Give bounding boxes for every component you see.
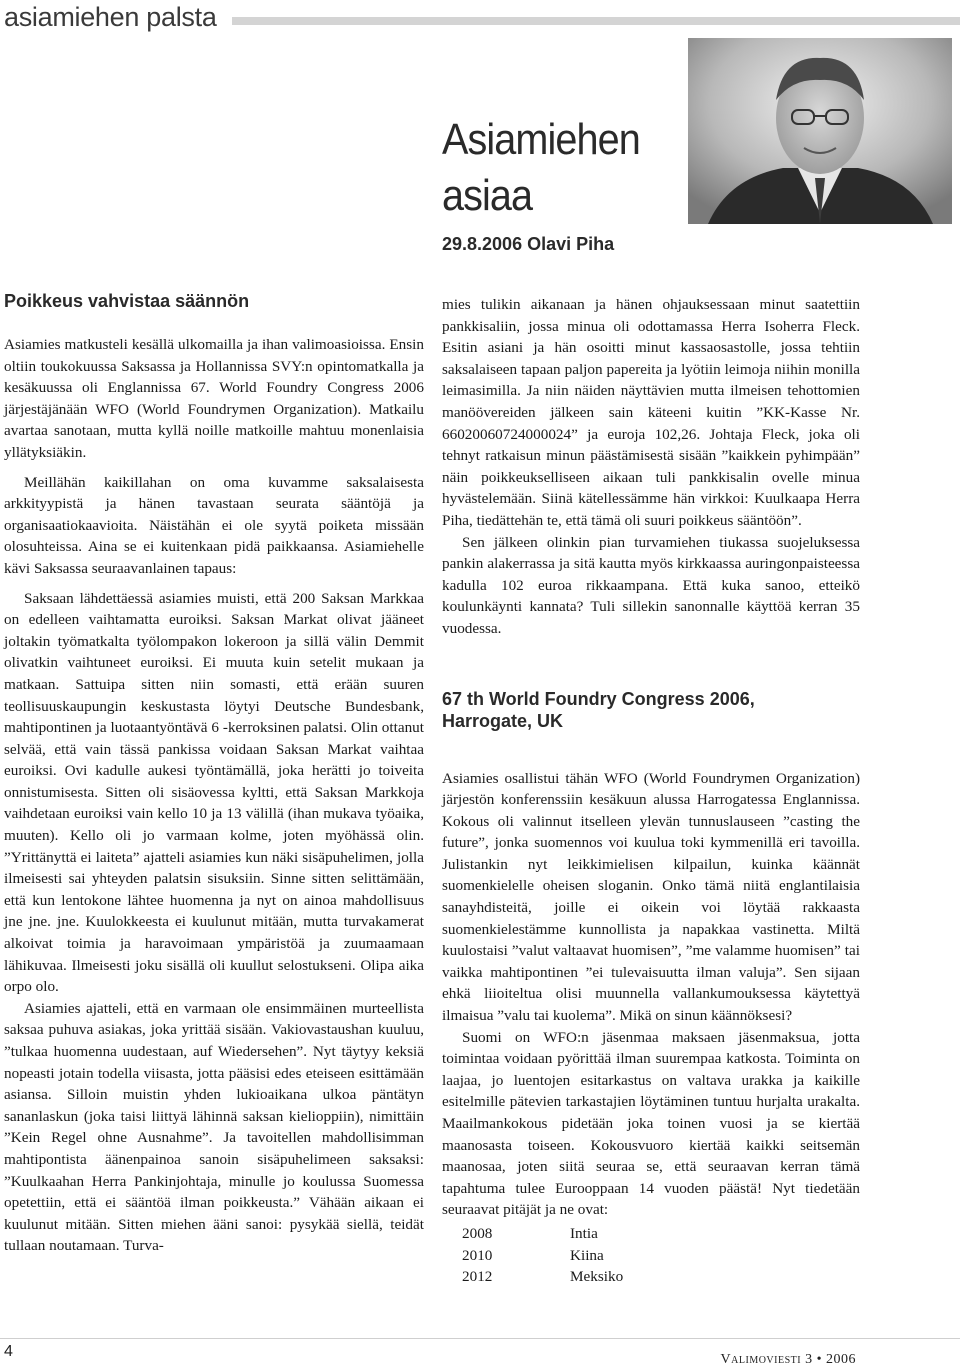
right-heading-line-2: Harrogate, UK	[442, 710, 564, 731]
title-line-1: Asiamiehen	[442, 115, 640, 164]
host-country: Intia	[570, 1224, 598, 1242]
left-paragraph: Saksaan lähdettäessä asiamies muisti, että 200 Saksan Markkaa on edelleen vaihtamatta euroiksi. Saksan Markat olivat jääneet joltakin työmatkalta työlompakon lokeroon ja sillä välin Demmit olivatkin vaihtuneet euroiksi. Ei muuta kuin setelit mukaan ja matkaan. Sattuipa sitten niin somasti, että erään suuren teollisuuskaupungin keskustasta löytyi Deutsche Bundesbank, mahtipontinen ja luotaantyöntävä 6 -kerroksinen palatsi. Olin ottanut selvää, että vain tässä pankissa voidaan Saksan Markat vaihtaa euroiksi. Ovi kadulle aukesi työntämällä, joka herätti jo toiveita onnistumisesta. Sitten oli sisäovessa kyltti, että Saksan Markkoja vaihdetaan euroiksi vain kello 10 ja 13 välillä (ihan mukava työaika, muuten). Kello oli jo varmaan kolme, joten myöhässä olin. ”Yrittänyttä ei laiteta” ajatteli asiamies kun näki sisäpuhelimen, jolla ilmeisesti sai yhteyden palatsin sisuksiin. Sinne sitten selittämään, että kun lentokone lähtee huomenna ja nyt on ainoa mahdollisuus jne jne. jne. Kuulokkeesta ei kuulunut mitään, mutta turvakamerat alkoivat toimia ja haravoimaan ympäristöä ja zuumaamaan lähikuvaa. Ilmeisesti joku sisällä oli kuullut selostukseni. Olipa aika orpo olo.	[4, 589, 424, 996]
right-paragraph: Asiamies osallistui tähän WFO (World Foundrymen Organization) järjestön konferenssiin kesäkuun alussa Harrogatessa Englannissa. Kokous oli valinnut itselleen ylevän tunnuslauseen ”casting the future”, jonka suomennos voi kuulua toki kymmenillä eri tavoilla. Julistankin nyt leikkimielisen kilpailun, kuinka käännät suomenkielelle oheisen sloganin. Onko tämä niitä englantilaisia sanayhdisteitä, joille ei oikein voi löytää rakkaasta suomenkielestämme kunnollista ja napakkaa vastinetta. Miltä kuulostaisi ”valut valtaavat huomisen”, ”me valamme huomisen” tai vaikka mahtipontinen ”ei tulevaisuutta ilman valuja”. Sen sijaan ehkä liioiteltua olisi muunnella vallankumouksessa käytettyä ilmaisua ”valu tai kuolema”. Mikä on sinun käännöksesi?	[442, 769, 860, 1025]
list-item	[442, 1223, 860, 1245]
footer-rule	[0, 1338, 960, 1339]
byline: 29.8.2006 Olavi Piha	[442, 234, 615, 254]
host-country: Meksiko	[570, 1268, 624, 1286]
list-item	[442, 1266, 860, 1288]
right-column	[442, 294, 860, 1288]
right-paragraph: mies tulikin aikanaan ja hänen ohjauksessaan minut saatettiin pankkisaliin, jossa minua oli odottamassa Herra Isoherra Fleck. Esitin asiani ja hän osoitti minut kassaosastolle, jossa tehtiin saksalaiseen tapaan paljon papereita ja lyötiin leimoja niihin monilla leimasimilla. Ja niin näiden näyttävien mutta ilmeisen tehottomien manöövereiden jälkeen sain käteeni kuitin ”KK-Kasse Nr. 66020060724000024” ja euroja 102,26. Johtaja Fleck, joka oli tehnyt ratkaisun minun päästämisestä sisään ”kaikkein pyhimpään” näin poikkeukselliseen aikaan tuli pankkisalin ovelle minua hyvästelemään. Siinä kätellessämme hän virkkoi: Kuulkaapa Herra Piha, tiedättehän te, että tämä oli suuri poikkeus sääntöön”.	[442, 296, 860, 529]
portrait-icon	[688, 38, 952, 224]
portrait-photo	[688, 38, 952, 224]
upcoming-hosts-list	[442, 1223, 860, 1288]
publication-footer: Valimoviesti 3 • 2006	[720, 1352, 856, 1367]
host-country: Kiina	[570, 1246, 604, 1264]
left-paragraph: Asiamies matkusteli kesällä ulkomailla ja ihan valimoasioissa. Ensin oltiin toukokuussa Saksassa ja Hollannissa SVY:n opintomatkalla ja kesäkuussa oli Englannissa 67. World Foundry Congress 2006 järjestäjänään WFO (World Foundrymen Organization). Matkailu avartaa sanotaan, mutta kyllä noille matkoille mahtuu monenlaisia yllätyksiäkin.	[4, 336, 424, 461]
left-heading: Poikkeus vahvistaa säännön	[4, 291, 250, 311]
right-paragraph: Sen jälkeen olinkin pian turvamiehen tiukassa suojeluksessa pankin alakerrassa ja sitä kautta myös kirkkaassa auringonpaisteessa kadulla 102 euroa rikkaampana. Että kuka sanoo, etteikö koulunkäynti kannata? Tuli sillekin sanonnalle käyttöä kerran 35 vuodessa.	[442, 533, 860, 637]
article-title	[442, 112, 667, 224]
section-label: asiamiehen palsta	[4, 2, 217, 32]
header-rule	[232, 17, 960, 25]
list-item	[442, 1245, 860, 1267]
title-line-2: asiaa	[442, 171, 533, 220]
host-year: 2012	[462, 1268, 493, 1286]
host-year: 2010	[462, 1246, 493, 1264]
left-paragraph: Asiamies ajatteli, että en varmaan ole ensimmäinen murteellista saksaa puhuva asiakas, joka yrittää sisään. Vakiovastaushan kuuluu, ”tulkaa huomenna uudestaan, auf Wiedersehen”. Nyt täytyy keksiä nopeasti jotain todella viisasta, jotta pääsisi edes eteiseen esittämään asiansa. Silloin muistin yhden lukioaikana ulkoa päntätyn sananlaskun (joka taisi liittyä lähinnä saksan kielioppiin), nimittäin ”Kein Regel ohne Ausnahme”. Ja tavoitellen mahdollisimman mahtipontista äänenpainoa sanoin sisäpuhelimeen saksaksi: ”Kuulkaahan Herra Pankinjohtaja, minulle jo koulussa Suomessa opetettiin, että ei sääntöä ilman poikkeusta.” Vähään aikaan ei kuulunut mitään. Sitten miehen ääni sanoi: pysykää siellä, teidät tullaan noutamaan. Turva-	[4, 999, 424, 1255]
left-column	[4, 290, 424, 1257]
right-heading-line-1: 67 th World Foundry Congress 2006,	[442, 688, 755, 709]
right-heading	[442, 688, 860, 732]
right-paragraph: Suomi on WFO:n jäsenmaa maksaen jäsenmaksua, jotta toimintaa voidaan pyörittää ilman suurempaa katkosta. Toiminta on laajaa, jo luentojen esitarkastus on valtava urakka ja kaikille esitelmille pätevien tarkastajien löytäminen tuntuu hurjalta urakalta. Maailmankokous pidetään joka toinen vuosi ja se kiertää maanosasta toiseen. Kokousvuoro kiertää kaikki seitsemän maanosaa, joten siitä seuraa se, että seuraavan kerran tämä tapahtuma tulee Eurooppaan 14 vuoden päästä! Nyt tiedetään seuraavat pitäjät ja ne ovat:	[442, 1028, 860, 1219]
left-paragraph: Meillähän kaikillahan on oma kuvamme saksalaisesta arkkityypistä ja hänen tavastaan seurata sääntöjä ja organisaatiokaavioita. Näistähän ei ole syytä poiketa missään olosuhteissa. Aina se ei kuitenkaan pidä paikkaansa. Asiamiehelle kävi Saksassa seuraavanlainen tapaus:	[4, 473, 424, 577]
host-year: 2008	[462, 1224, 493, 1242]
page-number: 4	[4, 1343, 13, 1360]
